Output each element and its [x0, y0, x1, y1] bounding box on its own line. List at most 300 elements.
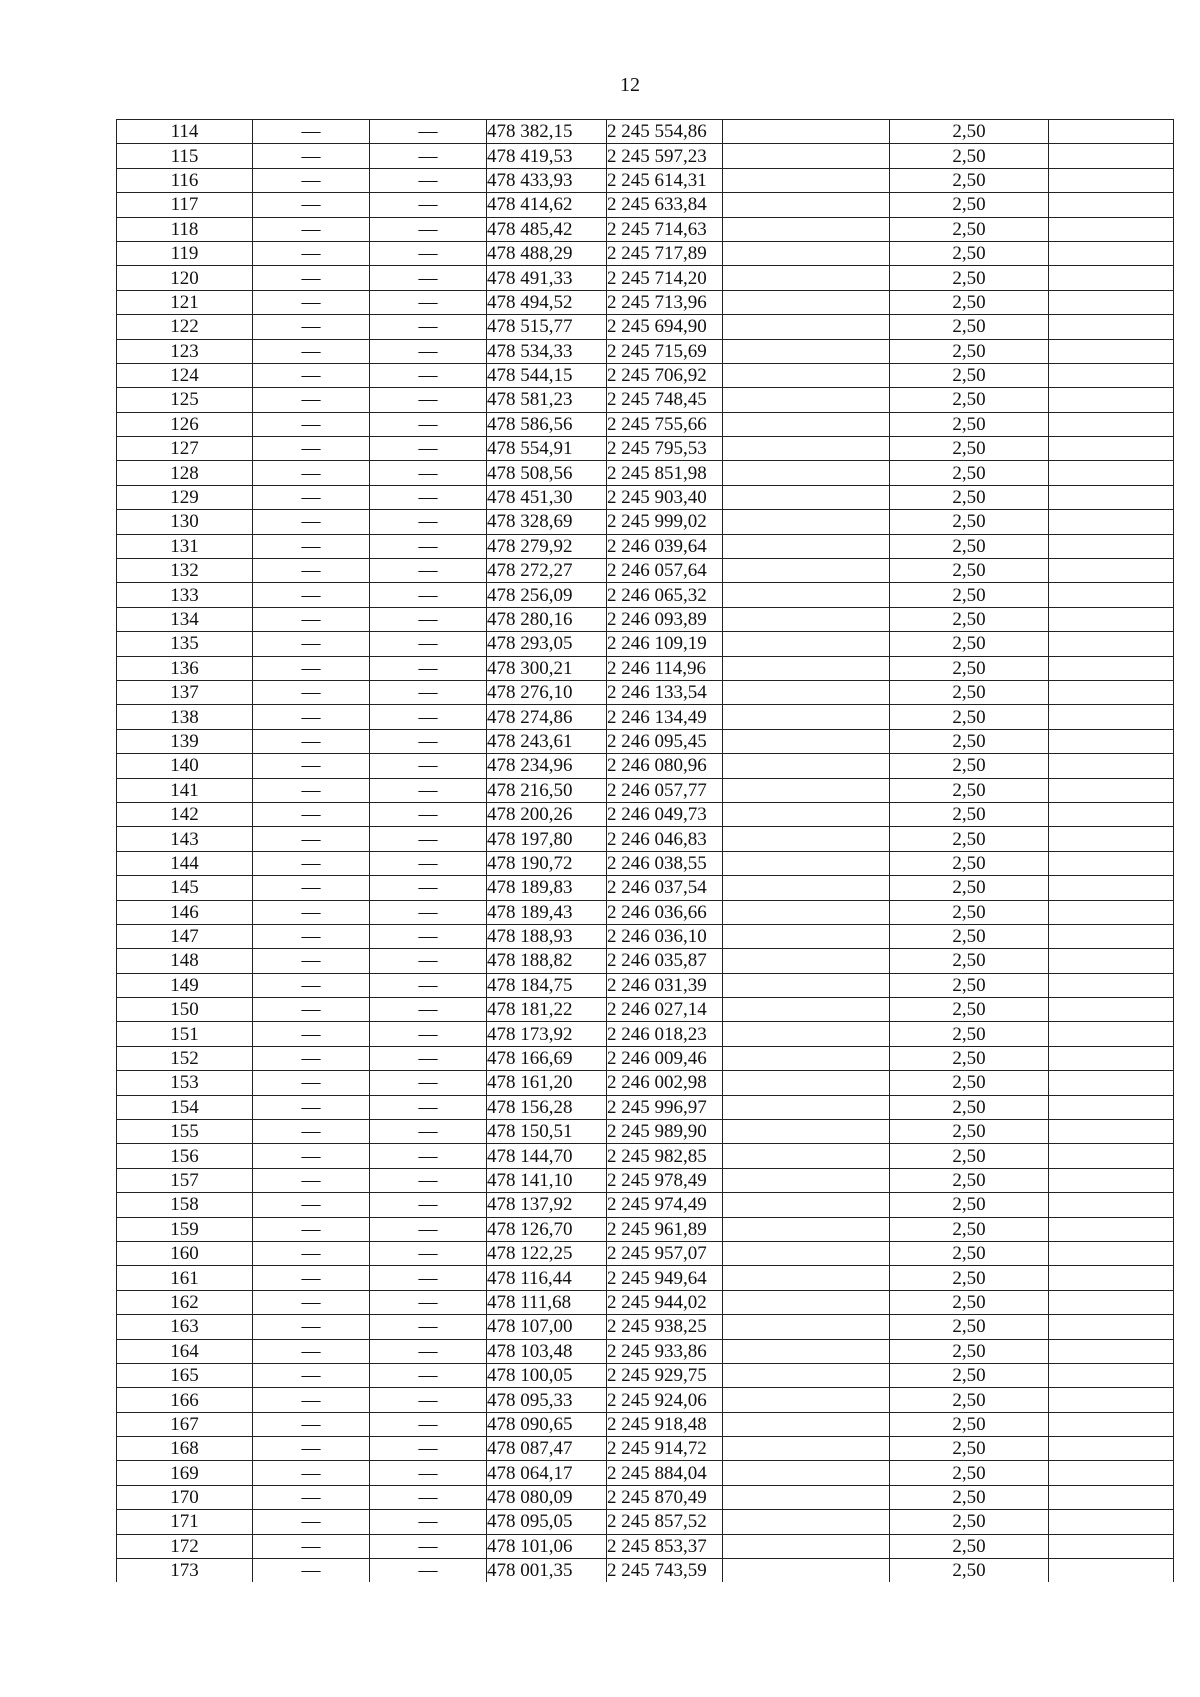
x-coordinate-cell: 478 485,42 [487, 217, 607, 241]
empty-cell [1049, 924, 1174, 948]
empty-cell [1049, 1510, 1174, 1534]
empty-cell [1049, 388, 1174, 412]
point-number-cell: 119 [117, 241, 253, 265]
accuracy-value-cell: 2,50 [890, 1120, 1049, 1144]
point-number-cell: 122 [117, 315, 253, 339]
empty-cell [1049, 363, 1174, 387]
empty-cell [1049, 778, 1174, 802]
y-coordinate-cell: 2 245 870,49 [607, 1485, 723, 1509]
accuracy-value-cell: 2,50 [890, 900, 1049, 924]
accuracy-value-cell: 2,50 [890, 680, 1049, 704]
accuracy-value-cell: 2,50 [890, 1534, 1049, 1558]
table-row [117, 1461, 1174, 1485]
page-number: 12 [620, 74, 640, 96]
point-number-cell: 130 [117, 510, 253, 534]
dash-cell: — [370, 656, 487, 680]
dash-cell: — [370, 241, 487, 265]
accuracy-value-cell: 2,50 [890, 778, 1049, 802]
y-coordinate-cell: 2 246 036,10 [607, 924, 723, 948]
empty-cell [723, 1120, 890, 1144]
dash-cell: — [253, 900, 370, 924]
table-row [117, 1437, 1174, 1461]
empty-cell [723, 339, 890, 363]
dash-cell: — [253, 802, 370, 826]
empty-cell [723, 217, 890, 241]
empty-cell [1049, 1461, 1174, 1485]
y-coordinate-cell: 2 245 748,45 [607, 388, 723, 412]
dash-cell: — [370, 1266, 487, 1290]
accuracy-value-cell: 2,50 [890, 241, 1049, 265]
table-row [117, 1120, 1174, 1144]
dash-cell: — [370, 998, 487, 1022]
empty-cell [1049, 290, 1174, 314]
empty-cell [723, 754, 890, 778]
empty-cell [723, 729, 890, 753]
accuracy-value-cell: 2,50 [890, 1461, 1049, 1485]
dash-cell: — [253, 778, 370, 802]
empty-cell [723, 1071, 890, 1095]
point-number-cell: 152 [117, 1046, 253, 1070]
accuracy-value-cell: 2,50 [890, 315, 1049, 339]
empty-cell [1049, 802, 1174, 826]
empty-cell [723, 607, 890, 631]
table-row [117, 1144, 1174, 1168]
x-coordinate-cell: 478 161,20 [487, 1071, 607, 1095]
accuracy-value-cell: 2,50 [890, 924, 1049, 948]
table-row [117, 1071, 1174, 1095]
accuracy-value-cell: 2,50 [890, 193, 1049, 217]
dash-cell: — [253, 559, 370, 583]
dash-cell: — [370, 559, 487, 583]
empty-cell [723, 1510, 890, 1534]
dash-cell: — [370, 705, 487, 729]
empty-cell [1049, 851, 1174, 875]
accuracy-value-cell: 2,50 [890, 1095, 1049, 1119]
dash-cell: — [253, 583, 370, 607]
dash-cell: — [370, 1241, 487, 1265]
table-row [117, 1022, 1174, 1046]
x-coordinate-cell: 478 103,48 [487, 1339, 607, 1363]
point-number-cell: 144 [117, 851, 253, 875]
dash-cell: — [253, 1510, 370, 1534]
x-coordinate-cell: 478 328,69 [487, 510, 607, 534]
dash-cell: — [370, 851, 487, 875]
point-number-cell: 124 [117, 363, 253, 387]
y-coordinate-cell: 2 245 743,59 [607, 1559, 723, 1583]
y-coordinate-cell: 2 245 614,31 [607, 168, 723, 192]
dash-cell: — [370, 1144, 487, 1168]
dash-cell: — [253, 680, 370, 704]
dash-cell: — [370, 1412, 487, 1436]
dash-cell: — [253, 266, 370, 290]
accuracy-value-cell: 2,50 [890, 607, 1049, 631]
table-row [117, 1315, 1174, 1339]
x-coordinate-cell: 478 581,23 [487, 388, 607, 412]
point-number-cell: 117 [117, 193, 253, 217]
y-coordinate-cell: 2 245 714,63 [607, 217, 723, 241]
dash-cell: — [370, 339, 487, 363]
dash-cell: — [253, 1339, 370, 1363]
empty-cell [723, 1437, 890, 1461]
empty-cell [723, 559, 890, 583]
dash-cell: — [253, 1241, 370, 1265]
dash-cell: — [370, 120, 487, 144]
empty-cell [1049, 1144, 1174, 1168]
point-number-cell: 118 [117, 217, 253, 241]
y-coordinate-cell: 2 246 039,64 [607, 534, 723, 558]
table-row [117, 437, 1174, 461]
y-coordinate-cell: 2 245 933,86 [607, 1339, 723, 1363]
y-coordinate-cell: 2 245 633,84 [607, 193, 723, 217]
accuracy-value-cell: 2,50 [890, 583, 1049, 607]
table-row [117, 168, 1174, 192]
empty-cell [1049, 217, 1174, 241]
empty-cell [723, 290, 890, 314]
table-body [117, 120, 1174, 1583]
dash-cell: — [253, 851, 370, 875]
dash-cell: — [253, 1168, 370, 1192]
accuracy-value-cell: 2,50 [890, 1046, 1049, 1070]
point-number-cell: 164 [117, 1339, 253, 1363]
empty-cell [1049, 973, 1174, 997]
dash-cell: — [370, 534, 487, 558]
empty-cell [723, 1559, 890, 1583]
point-number-cell: 150 [117, 998, 253, 1022]
dash-cell: — [253, 193, 370, 217]
empty-cell [1049, 315, 1174, 339]
y-coordinate-cell: 2 246 114,96 [607, 656, 723, 680]
dash-cell: — [370, 680, 487, 704]
empty-cell [1049, 1437, 1174, 1461]
point-number-cell: 167 [117, 1412, 253, 1436]
point-number-cell: 163 [117, 1315, 253, 1339]
y-coordinate-cell: 2 245 989,90 [607, 1120, 723, 1144]
y-coordinate-cell: 2 245 884,04 [607, 1461, 723, 1485]
table-row [117, 632, 1174, 656]
empty-cell [723, 266, 890, 290]
y-coordinate-cell: 2 246 080,96 [607, 754, 723, 778]
empty-cell [723, 534, 890, 558]
point-number-cell: 168 [117, 1437, 253, 1461]
table-row [117, 705, 1174, 729]
table-row [117, 998, 1174, 1022]
dash-cell: — [370, 1388, 487, 1412]
dash-cell: — [370, 973, 487, 997]
y-coordinate-cell: 2 246 049,73 [607, 802, 723, 826]
empty-cell [1049, 1485, 1174, 1509]
accuracy-value-cell: 2,50 [890, 656, 1049, 680]
empty-cell [1049, 1193, 1174, 1217]
y-coordinate-cell: 2 245 554,86 [607, 120, 723, 144]
point-number-cell: 121 [117, 290, 253, 314]
dash-cell: — [253, 1046, 370, 1070]
table-row [117, 1241, 1174, 1265]
empty-cell [1049, 705, 1174, 729]
table-row [117, 339, 1174, 363]
y-coordinate-cell: 2 246 095,45 [607, 729, 723, 753]
dash-cell: — [370, 437, 487, 461]
table-row [117, 1046, 1174, 1070]
x-coordinate-cell: 478 491,33 [487, 266, 607, 290]
accuracy-value-cell: 2,50 [890, 1388, 1049, 1412]
empty-cell [723, 144, 890, 168]
point-number-cell: 123 [117, 339, 253, 363]
y-coordinate-cell: 2 245 714,20 [607, 266, 723, 290]
empty-cell [1049, 1071, 1174, 1095]
y-coordinate-cell: 2 245 694,90 [607, 315, 723, 339]
x-coordinate-cell: 478 189,83 [487, 876, 607, 900]
empty-cell [723, 510, 890, 534]
dash-cell: — [253, 1193, 370, 1217]
dash-cell: — [253, 1144, 370, 1168]
table-row [117, 217, 1174, 241]
empty-cell [1049, 168, 1174, 192]
empty-cell [1049, 729, 1174, 753]
dash-cell: — [370, 1120, 487, 1144]
accuracy-value-cell: 2,50 [890, 1168, 1049, 1192]
y-coordinate-cell: 2 245 996,97 [607, 1095, 723, 1119]
empty-cell [723, 1168, 890, 1192]
empty-cell [723, 315, 890, 339]
point-number-cell: 141 [117, 778, 253, 802]
dash-cell: — [370, 485, 487, 509]
dash-cell: — [370, 876, 487, 900]
y-coordinate-cell: 2 246 037,54 [607, 876, 723, 900]
x-coordinate-cell: 478 451,30 [487, 485, 607, 509]
accuracy-value-cell: 2,50 [890, 851, 1049, 875]
dash-cell: — [253, 461, 370, 485]
dash-cell: — [370, 1339, 487, 1363]
empty-cell [723, 998, 890, 1022]
y-coordinate-cell: 2 246 027,14 [607, 998, 723, 1022]
table-row [117, 388, 1174, 412]
dash-cell: — [253, 388, 370, 412]
empty-cell [723, 827, 890, 851]
table-row [117, 412, 1174, 436]
empty-cell [1049, 1217, 1174, 1241]
point-number-cell: 145 [117, 876, 253, 900]
table-row [117, 241, 1174, 265]
x-coordinate-cell: 478 414,62 [487, 193, 607, 217]
y-coordinate-cell: 2 246 046,83 [607, 827, 723, 851]
dash-cell: — [370, 1193, 487, 1217]
table-row [117, 1363, 1174, 1387]
empty-cell [723, 656, 890, 680]
y-coordinate-cell: 2 245 949,64 [607, 1266, 723, 1290]
empty-cell [1049, 1266, 1174, 1290]
empty-cell [723, 632, 890, 656]
x-coordinate-cell: 478 554,91 [487, 437, 607, 461]
dash-cell: — [253, 510, 370, 534]
x-coordinate-cell: 478 508,56 [487, 461, 607, 485]
empty-cell [1049, 1095, 1174, 1119]
empty-cell [1049, 120, 1174, 144]
empty-cell [1049, 1388, 1174, 1412]
empty-cell [723, 388, 890, 412]
y-coordinate-cell: 2 245 715,69 [607, 339, 723, 363]
empty-cell [1049, 949, 1174, 973]
table-row [117, 193, 1174, 217]
dash-cell: — [370, 778, 487, 802]
dash-cell: — [253, 1095, 370, 1119]
point-number-cell: 162 [117, 1290, 253, 1314]
table-row [117, 973, 1174, 997]
accuracy-value-cell: 2,50 [890, 461, 1049, 485]
point-number-cell: 116 [117, 168, 253, 192]
y-coordinate-cell: 2 245 957,07 [607, 1241, 723, 1265]
accuracy-value-cell: 2,50 [890, 754, 1049, 778]
dash-cell: — [370, 1559, 487, 1583]
accuracy-value-cell: 2,50 [890, 949, 1049, 973]
table-row [117, 900, 1174, 924]
x-coordinate-cell: 478 064,17 [487, 1461, 607, 1485]
empty-cell [1049, 656, 1174, 680]
empty-cell [723, 851, 890, 875]
y-coordinate-cell: 2 246 065,32 [607, 583, 723, 607]
accuracy-value-cell: 2,50 [890, 363, 1049, 387]
point-number-cell: 142 [117, 802, 253, 826]
x-coordinate-cell: 478 300,21 [487, 656, 607, 680]
x-coordinate-cell: 478 181,22 [487, 998, 607, 1022]
y-coordinate-cell: 2 246 109,19 [607, 632, 723, 656]
table-row [117, 1095, 1174, 1119]
point-number-cell: 136 [117, 656, 253, 680]
accuracy-value-cell: 2,50 [890, 510, 1049, 534]
dash-cell: — [253, 1266, 370, 1290]
dash-cell: — [253, 1071, 370, 1095]
empty-cell [723, 461, 890, 485]
dash-cell: — [253, 1388, 370, 1412]
empty-cell [723, 1461, 890, 1485]
y-coordinate-cell: 2 245 929,75 [607, 1363, 723, 1387]
dash-cell: — [370, 1315, 487, 1339]
point-number-cell: 120 [117, 266, 253, 290]
dash-cell: — [370, 607, 487, 631]
table-row [117, 1266, 1174, 1290]
empty-cell [723, 1241, 890, 1265]
x-coordinate-cell: 478 144,70 [487, 1144, 607, 1168]
x-coordinate-cell: 478 111,68 [487, 1290, 607, 1314]
dash-cell: — [370, 290, 487, 314]
empty-cell [1049, 339, 1174, 363]
dash-cell: — [253, 1217, 370, 1241]
dash-cell: — [253, 1485, 370, 1509]
x-coordinate-cell: 478 382,15 [487, 120, 607, 144]
table-row [117, 778, 1174, 802]
point-number-cell: 160 [117, 1241, 253, 1265]
y-coordinate-cell: 2 245 974,49 [607, 1193, 723, 1217]
empty-cell [723, 583, 890, 607]
y-coordinate-cell: 2 245 706,92 [607, 363, 723, 387]
empty-cell [1049, 144, 1174, 168]
dash-cell: — [253, 412, 370, 436]
empty-cell [1049, 998, 1174, 1022]
x-coordinate-cell: 478 189,43 [487, 900, 607, 924]
y-coordinate-cell: 2 246 093,89 [607, 607, 723, 631]
dash-cell: — [370, 729, 487, 753]
x-coordinate-cell: 478 256,09 [487, 583, 607, 607]
accuracy-value-cell: 2,50 [890, 144, 1049, 168]
empty-cell [723, 705, 890, 729]
dash-cell: — [253, 827, 370, 851]
accuracy-value-cell: 2,50 [890, 705, 1049, 729]
y-coordinate-cell: 2 246 038,55 [607, 851, 723, 875]
table-row [117, 924, 1174, 948]
y-coordinate-cell: 2 246 031,39 [607, 973, 723, 997]
dash-cell: — [253, 998, 370, 1022]
dash-cell: — [370, 827, 487, 851]
table-row [117, 1559, 1174, 1583]
x-coordinate-cell: 478 090,65 [487, 1412, 607, 1436]
dash-cell: — [370, 363, 487, 387]
table-row [117, 1534, 1174, 1558]
point-number-cell: 132 [117, 559, 253, 583]
x-coordinate-cell: 478 150,51 [487, 1120, 607, 1144]
x-coordinate-cell: 478 279,92 [487, 534, 607, 558]
point-number-cell: 133 [117, 583, 253, 607]
empty-cell [723, 876, 890, 900]
dash-cell: — [253, 217, 370, 241]
y-coordinate-cell: 2 245 597,23 [607, 144, 723, 168]
empty-cell [1049, 1241, 1174, 1265]
dash-cell: — [370, 1363, 487, 1387]
x-coordinate-cell: 478 188,82 [487, 949, 607, 973]
point-number-cell: 153 [117, 1071, 253, 1095]
dash-cell: — [253, 1120, 370, 1144]
table-row [117, 485, 1174, 509]
dash-cell: — [253, 924, 370, 948]
dash-cell: — [253, 876, 370, 900]
empty-cell [723, 1290, 890, 1314]
table-row [117, 144, 1174, 168]
table-row [117, 290, 1174, 314]
point-number-cell: 154 [117, 1095, 253, 1119]
point-number-cell: 148 [117, 949, 253, 973]
y-coordinate-cell: 2 245 924,06 [607, 1388, 723, 1412]
y-coordinate-cell: 2 245 755,66 [607, 412, 723, 436]
dash-cell: — [253, 607, 370, 631]
empty-cell [1049, 241, 1174, 265]
dash-cell: — [253, 973, 370, 997]
y-coordinate-cell: 2 246 035,87 [607, 949, 723, 973]
x-coordinate-cell: 478 116,44 [487, 1266, 607, 1290]
empty-cell [723, 1485, 890, 1509]
accuracy-value-cell: 2,50 [890, 1241, 1049, 1265]
dash-cell: — [370, 1437, 487, 1461]
empty-cell [1049, 1315, 1174, 1339]
dash-cell: — [253, 949, 370, 973]
empty-cell [723, 1388, 890, 1412]
empty-cell [723, 437, 890, 461]
dash-cell: — [370, 388, 487, 412]
x-coordinate-cell: 478 515,77 [487, 315, 607, 339]
point-number-cell: 127 [117, 437, 253, 461]
x-coordinate-cell: 478 141,10 [487, 1168, 607, 1192]
x-coordinate-cell: 478 488,29 [487, 241, 607, 265]
dash-cell: — [370, 193, 487, 217]
empty-cell [723, 973, 890, 997]
x-coordinate-cell: 478 494,52 [487, 290, 607, 314]
dash-cell: — [370, 1290, 487, 1314]
point-number-cell: 115 [117, 144, 253, 168]
accuracy-value-cell: 2,50 [890, 217, 1049, 241]
accuracy-value-cell: 2,50 [890, 632, 1049, 656]
accuracy-value-cell: 2,50 [890, 559, 1049, 583]
x-coordinate-cell: 478 156,28 [487, 1095, 607, 1119]
accuracy-value-cell: 2,50 [890, 998, 1049, 1022]
empty-cell [723, 1217, 890, 1241]
dash-cell: — [253, 754, 370, 778]
